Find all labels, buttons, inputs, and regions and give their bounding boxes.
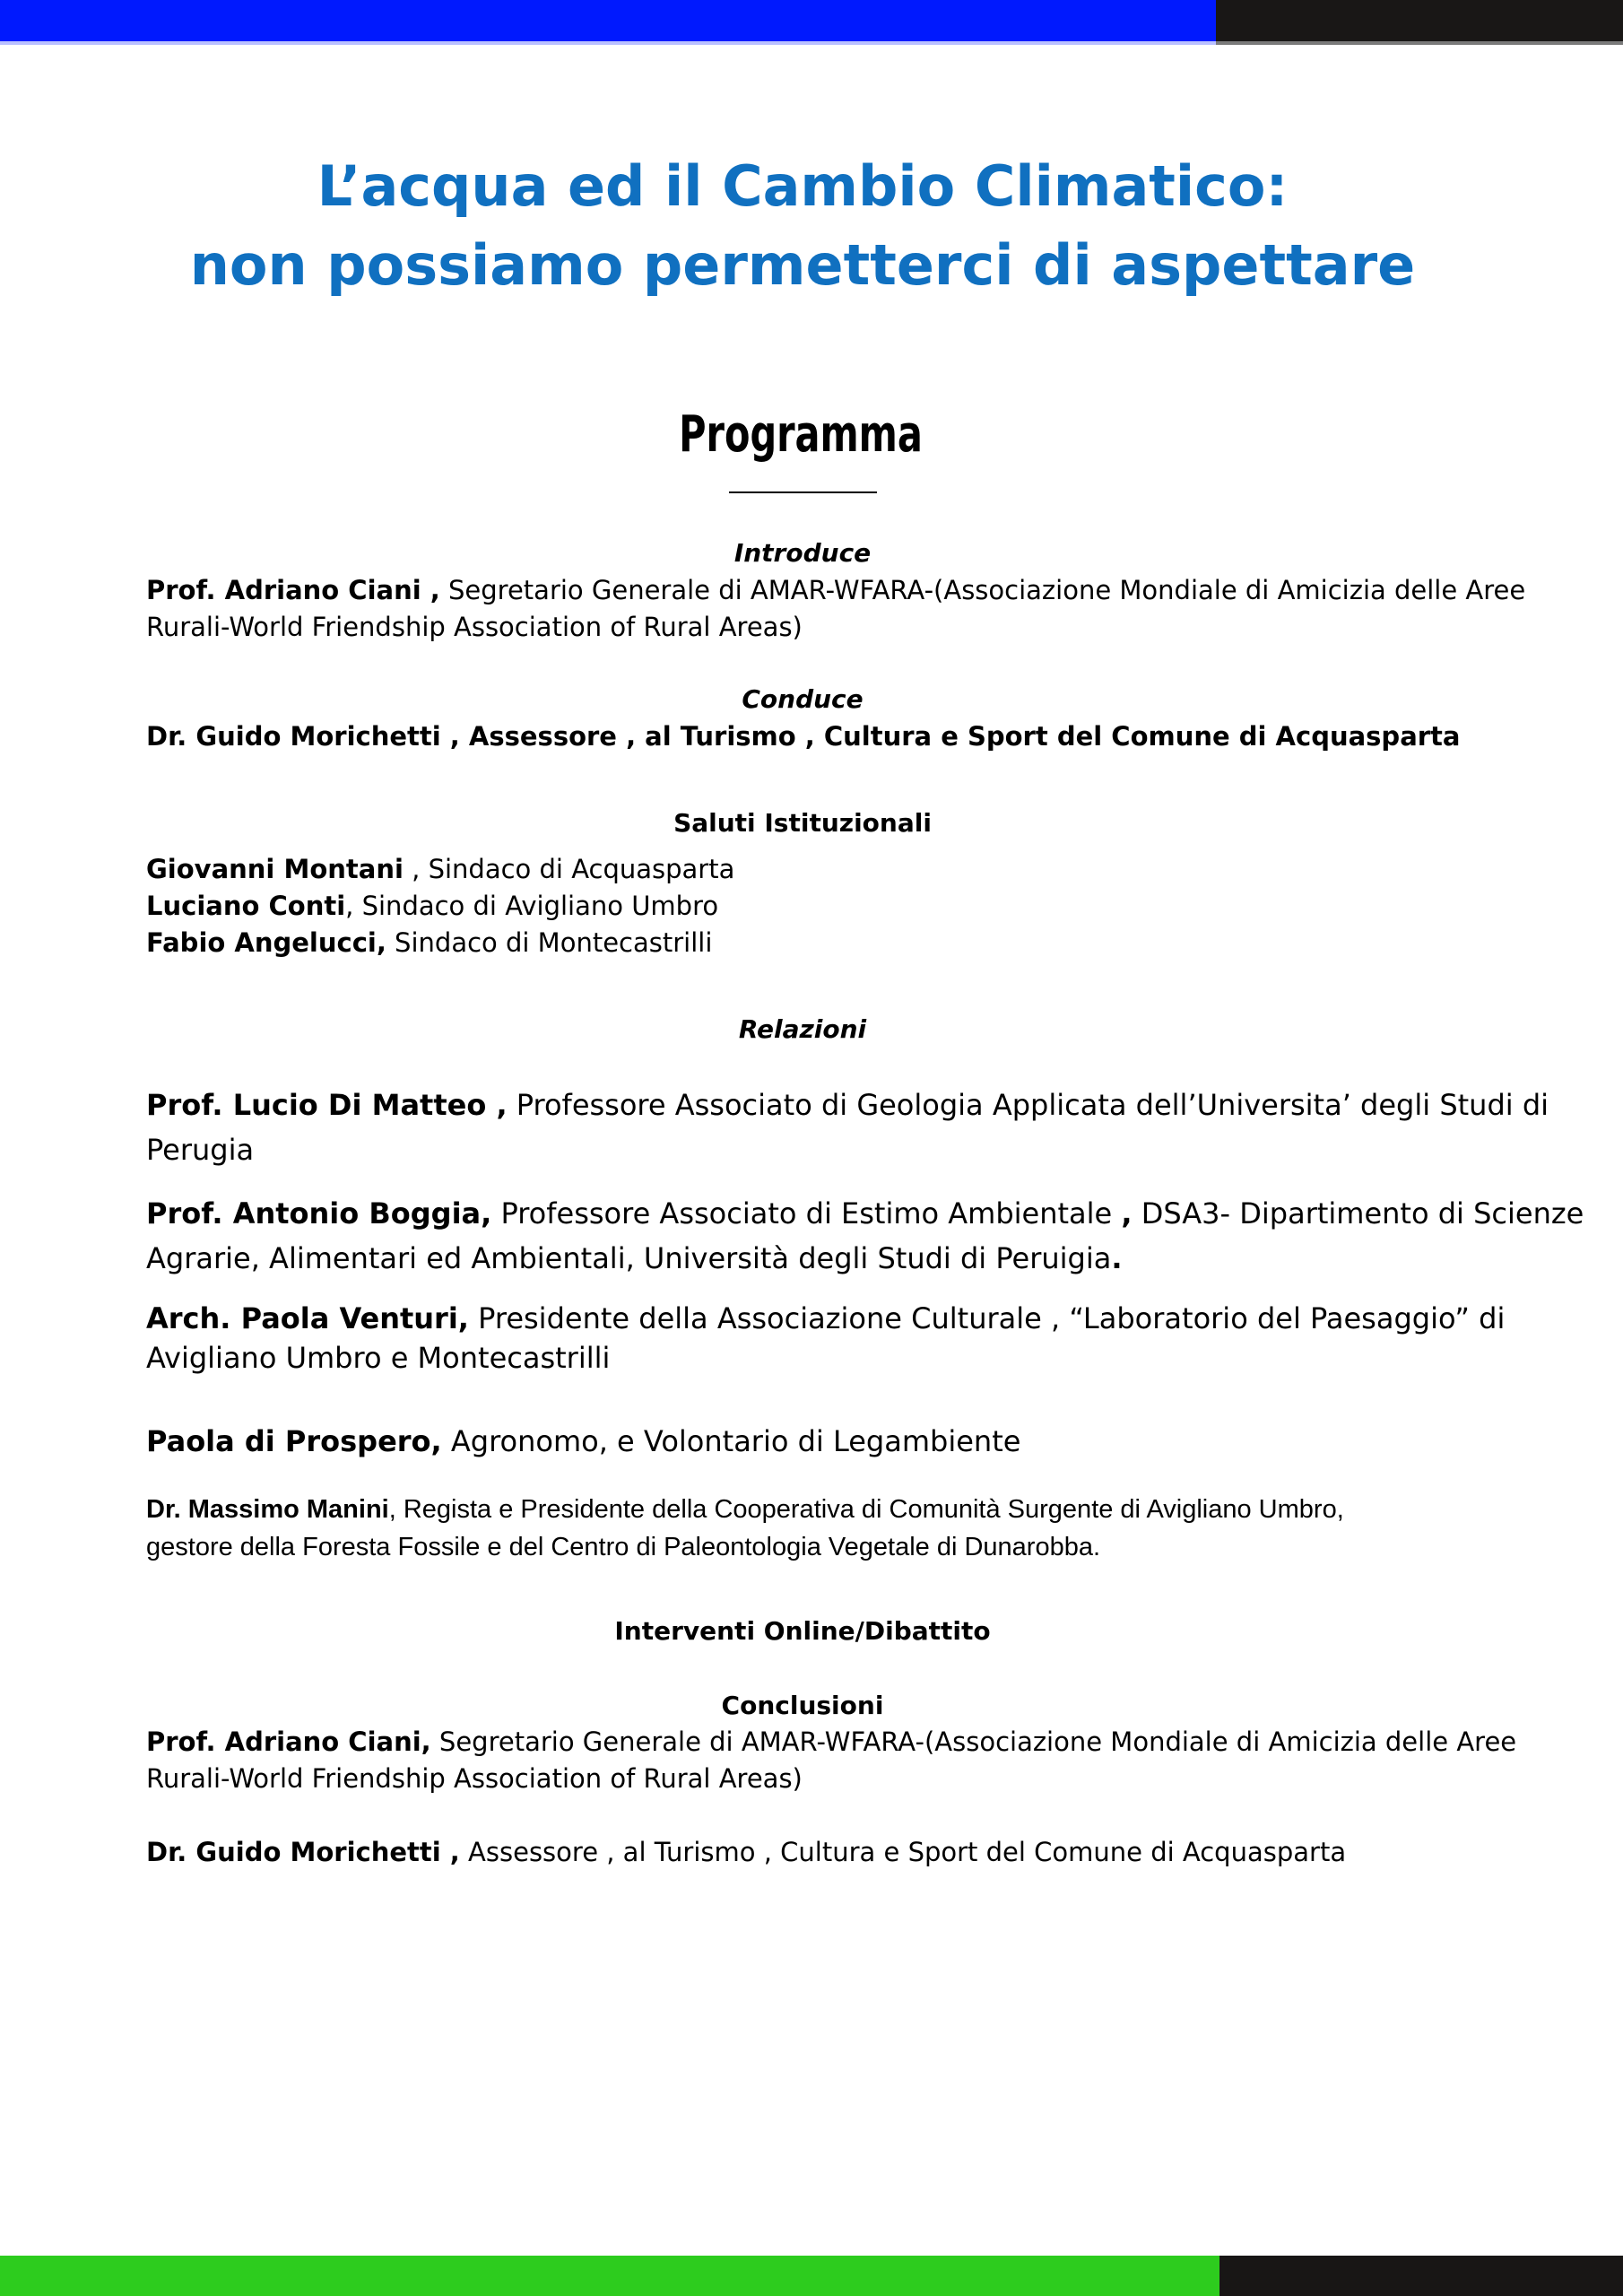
relazioni-item-desc: Professore Associato di Geologia Applicata dell’Universita’ degli Studi di [507,1088,1549,1122]
conduce-heading: Conduce [742,684,864,714]
relazioni-item [146,1419,1473,1464]
relazioni-item [146,1191,1584,1281]
relazioni-item-desc-line-2: gestore della Foresta Fossile e del Centro di Paleontologia Vegetale di Dunarobba. [146,1533,1101,1561]
relazioni-item-desc: , Regista e Presidente della Cooperativa di Comunità Surgente di Avigliano Umbro, [388,1495,1344,1524]
saluti-list [146,851,1473,961]
introduce-entry [146,572,1526,646]
page-title [0,147,1605,305]
bottom-bar-green-segment [0,2256,1219,2296]
relazioni-item-name: Paola di Prospero, [146,1424,442,1458]
relazioni-item-desc-line-2: Agrarie, Alimentari ed Ambientali, Università degli Studi di Peruigia [146,1241,1112,1275]
saluti-item-desc: , Sindaco di Acquasparta [403,854,735,884]
saluti-item [146,888,1473,925]
relazioni-item-desc-line-2: Perugia [146,1133,255,1167]
relazioni-item-desc-cont: DSA3- Dipartimento di Scienze [1132,1196,1584,1231]
relazioni-item-name: Prof. Lucio Di Matteo , [146,1088,508,1122]
relazioni-item-name: Dr. Massimo Manini [146,1495,389,1524]
relazioni-item [146,1083,1549,1172]
saluti-item-name: Fabio Angelucci, [146,927,386,958]
introduce-desc-line-1: Segretario Generale di AMAR-WFARA-(Associazione Mondiale di Amicizia delle Aree [439,575,1526,605]
saluti-item [146,851,1473,888]
relazioni-heading: Relazioni [738,1014,867,1044]
relazioni-item-desc: Presidente della Associazione Culturale , “Laboratorio del Paesaggio” di [468,1301,1506,1335]
programma-underline [729,491,877,493]
relazioni-item-name: Arch. Paola Venturi, [146,1301,469,1335]
saluti-heading: Saluti Istituzionali [673,808,932,838]
relazioni-item-desc: Agronomo, e Volontario di Legambiente [441,1424,1021,1458]
conclusioni-item-desc-line-2: Rurali-World Friendship Association of Rural Areas) [146,1763,803,1794]
relazioni-item-desc: Professore Associato di Estimo Ambientale [491,1196,1122,1231]
bottom-bar-black-segment [1219,2256,1623,2296]
relazioni-item-name: Prof. Antonio Boggia, [146,1196,492,1231]
top-bar-black-segment [1216,0,1623,41]
introduce-heading: Introduce [733,538,872,568]
relazioni-item-period: . [1111,1241,1123,1275]
conclusioni-item-name: Prof. Adriano Ciani, [146,1726,431,1757]
introduce-desc-line-2: Rurali-World Friendship Association of Rural Areas) [146,612,803,642]
saluti-item [146,925,1473,961]
relazioni-item-desc-line-2: Avigliano Umbro e Montecastrilli [146,1341,611,1375]
relazioni-item-comma: , [1121,1196,1133,1231]
saluti-item-desc: , Sindaco di Avigliano Umbro [345,891,719,921]
conduce-entry [146,718,1473,755]
relazioni-item [146,1491,1473,1566]
top-color-bar [0,0,1623,41]
interventi-heading: Interventi Online/Dibattito [614,1616,991,1646]
relazioni-item [146,1299,1506,1378]
introduce-name: Prof. Adriano Ciani , [146,575,440,605]
conclusioni-item-desc: Segretario Generale di AMAR-WFARA-(Associazione Mondiale di Amicizia delle Aree [430,1726,1517,1757]
conclusioni-item-name: Dr. Guido Morichetti , [146,1837,460,1867]
top-bar-blue-segment [0,0,1216,41]
conclusioni-item-desc: Assessore , al Turismo , Cultura e Sport del Comune di Acquasparta [459,1837,1347,1867]
conclusioni-heading: Conclusioni [721,1691,884,1720]
conduce-text: Dr. Guido Morichetti , Assessore , al Turismo , Cultura e Sport del Comune di Acquasparta [146,721,1461,752]
title-line-2: non possiamo permetterci di aspettare [189,232,1416,298]
bottom-color-bar [0,2256,1623,2296]
conclusioni-entry [146,1724,1517,1797]
programma-heading: Programma [679,405,923,464]
saluti-item-name: Luciano Conti [146,891,346,921]
conclusioni-entry [146,1834,1473,1871]
title-line-1: L’acqua ed il Cambio Climatico: [317,153,1289,219]
saluti-item-desc: Sindaco di Montecastrilli [386,927,713,958]
saluti-item-name: Giovanni Montani [146,854,404,884]
